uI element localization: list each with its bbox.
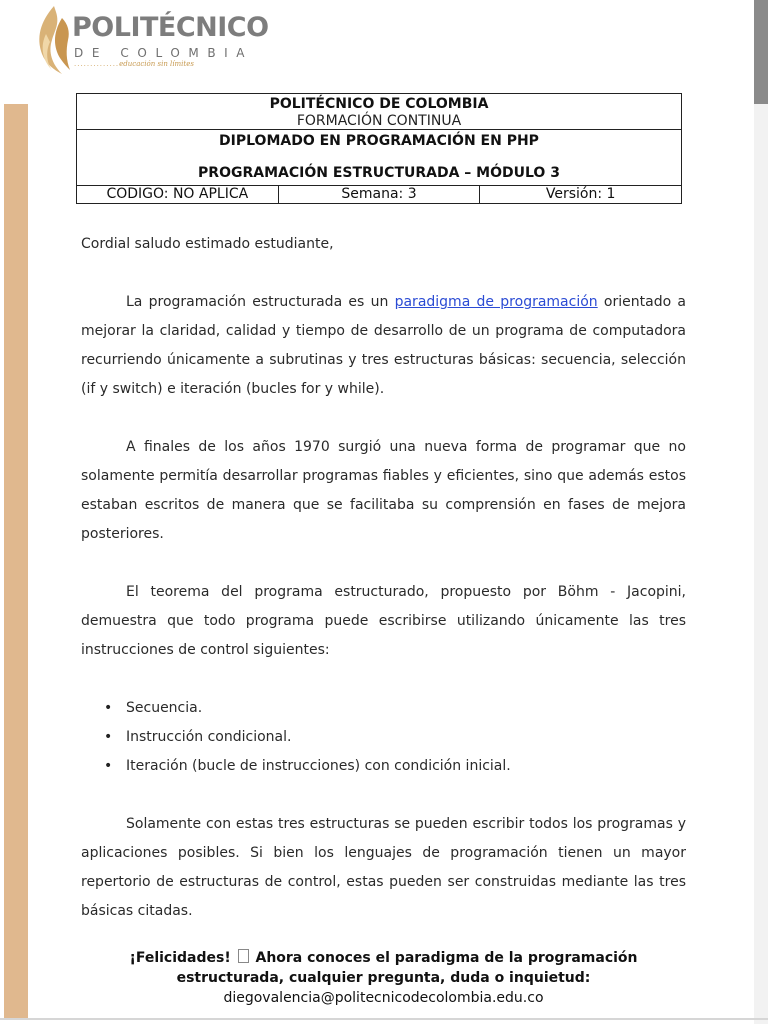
- footer-message: [81, 948, 686, 1008]
- header-row-course: [77, 130, 681, 186]
- logo-tagline-dots: ..............: [74, 60, 120, 68]
- list-item: • Secuencia.: [126, 694, 686, 723]
- week-cell: Semana: 3: [278, 186, 480, 203]
- paragraph-1-start: La programación estructurada es un: [126, 294, 395, 310]
- list-item: • Instrucción condicional.: [126, 723, 686, 752]
- congrats-text: ¡Felicidades!: [129, 950, 231, 966]
- version-cell: Versión: 1: [479, 186, 681, 203]
- footer-line-2: estructurada, cualquier pregunta, duda o inquietud:: [176, 970, 591, 986]
- scrollbar-track[interactable]: [754, 0, 768, 1024]
- greeting: Cordial saludo estimado estudiante,: [81, 236, 334, 252]
- flame-logo-icon: [32, 4, 72, 80]
- list-item: • Iteración (bucle de instrucciones) con condición inicial.: [126, 752, 686, 781]
- paragraph-4: Solamente con estas tres estructuras se pueden escribir todos los programas y aplicaciones posibles. Si bien los lenguajes de programación tienen un mayor repertorio de estructuras de control, estas pueden ser construidas mediante las tres básicas citadas.: [81, 816, 686, 919]
- logo-tagline: [74, 60, 194, 68]
- document-header-table: [76, 93, 682, 204]
- scrollbar-thumb[interactable]: [754, 0, 768, 104]
- logo-tagline-text: educación sin límites: [119, 60, 194, 68]
- logo-name: POLITÉCNICO: [72, 12, 269, 43]
- control-structures-list: [81, 694, 686, 781]
- institution-name: POLITÉCNICO DE COLOMBIA: [269, 96, 489, 112]
- document-body: [81, 230, 686, 926]
- paragraph-1: [81, 288, 686, 404]
- left-accent-bar: [4, 104, 28, 1018]
- page-bottom-divider: [0, 1018, 768, 1020]
- header-row-institution: [77, 94, 681, 130]
- paragraph-2: A finales de los años 1970 surgió una nueva forma de programar que no solamente permitía desarrollar programas fiables y eficientes, sino que además estos estaban escritos de manera que se facilitaba su comprensión en fases de mejora posteriores.: [81, 439, 686, 542]
- program-name: FORMACIÓN CONTINUA: [296, 113, 462, 129]
- logo-subtitle: DE COLOMBIA: [74, 46, 254, 60]
- politecnico-logo: [32, 4, 272, 80]
- paragraph-3: El teorema del programa estructurado, propuesto por Böhm - Jacopini, demuestra que todo programa puede escribirse utilizando únicamente las tres instrucciones de control siguientes:: [81, 584, 686, 658]
- module-name: PROGRAMACIÓN ESTRUCTURADA – MÓDULO 3: [198, 165, 560, 181]
- missing-glyph-icon: [238, 949, 249, 963]
- header-row-meta: [77, 186, 681, 203]
- footer-line-1: [81, 948, 686, 968]
- contact-email[interactable]: diegovalencia@politecnicodecolombia.edu.co: [223, 990, 544, 1006]
- code-cell: CODIGO: NO APLICA: [106, 186, 249, 202]
- course-name: DIPLOMADO EN PROGRAMACIÓN EN PHP: [219, 133, 539, 149]
- footer-line-1-rest: Ahora conoces el paradigma de la programación: [250, 950, 638, 966]
- paradigm-link[interactable]: paradigma de programación: [394, 294, 598, 310]
- paragraph-1-end: orientado a mejorar la claridad, calidad y tiempo de desarrollo de un programa de computadora recurriendo únicamente a subrutinas y tres estructuras básicas: secuencia, selección (if y switch) e iteración (bucles for y while).: [81, 294, 686, 397]
